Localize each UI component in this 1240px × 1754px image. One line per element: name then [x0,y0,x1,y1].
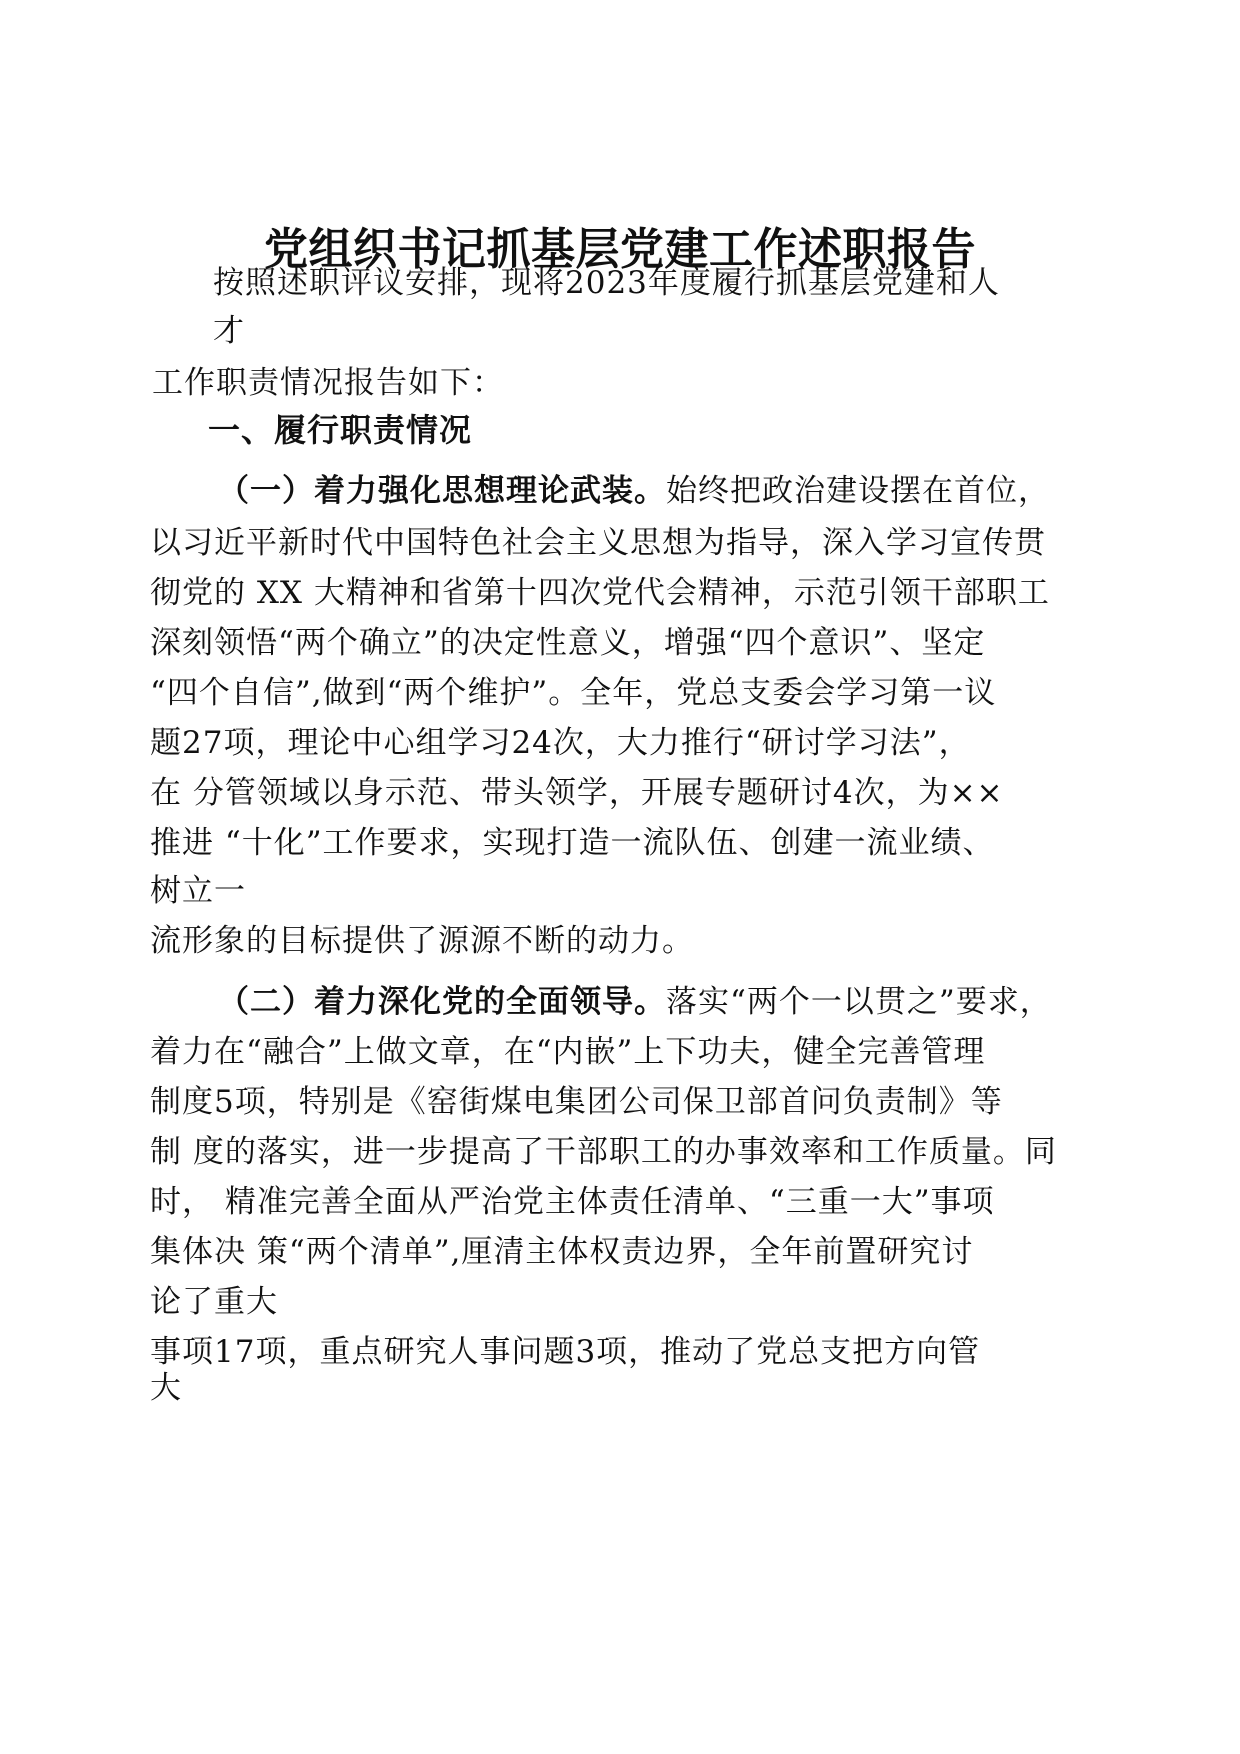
paragraph-2-line: 事项17项，重点研究人事问题3项，推动了党总支把方向管 [150,1334,981,1370]
paragraph-1-text: 始终把政治建设摆在首位， [666,473,1050,509]
paragraph-1-line: 树立一 [150,873,246,909]
section-heading: 一、履行职责情况 [208,411,473,449]
paragraph-1-line: 深刻领悟“两个确立”的决定性意义，增强“四个意识”、坚定 [150,625,986,661]
paragraph-2-line: 时， 精准完善全面从严治党主体责任清单、“三重一大”事项 [150,1184,995,1220]
paragraph-1-line: “四个自信”,做到“两个维护”。全年，党总支委会学习第一议 [150,675,997,711]
paragraph-2-line: 着力在“融合”上做文章，在“内嵌”上下功夫，健全完善管理 [150,1034,986,1070]
paragraph-2-lead: （二）着力深化党的全面领导。 [218,984,666,1020]
intro-line-3: 工作职责情况报告如下： [152,365,504,401]
paragraph-2-text: 落实“两个一以贯之”要求， [666,984,1052,1020]
paragraph-1-line: 题27项，理论中心组学习24次，大力推行“研讨学习法”， [150,725,971,761]
paragraph-2-line: 大 [150,1370,182,1406]
paragraph-1-lead: （一）着力强化思想理论武装。 [218,473,666,509]
paragraph-2-line: 集体决 策“两个清单”,厘清主体权责边界，全年前置研究讨 [150,1234,974,1270]
paragraph-2-line: 制度5项，特别是《窑街煤电集团公司保卫部首问负责制》等 [150,1084,1003,1120]
paragraph-1-line: 以习近平新时代中国特色社会主义思想为指导，深入学习宣传贯 [150,525,1046,561]
paragraph-2-line: 论了重大 [150,1284,278,1320]
intro-line-2: 才 [213,313,245,349]
paragraph-1-line: 推进 “十化”工作要求，实现打造一流队伍、创建一流业绩、 [150,825,995,861]
paragraph-1-first-line [218,473,1050,509]
paragraph-2-first-line [218,984,1052,1020]
paragraph-1-line: 在 分管领域以身示范、带头领学，开展专题研讨4次，为×× [150,775,1004,811]
intro-line-1: 按照述职评议安排，现将2023年度履行抓基层党建和人 [213,265,1000,301]
paragraph-1-line: 流形象的目标提供了源源不断的动力。 [150,923,694,959]
document-title: 党组织书记抓基层党建工作述职报告 [264,224,976,275]
paragraph-2-line: 制 度的落实，进一步提高了干部职工的办事效率和工作质量。同 [150,1134,1057,1170]
paragraph-1-line: 彻党的 XX 大精神和省第十四次党代会精神，示范引领干部职工 [150,575,1050,611]
